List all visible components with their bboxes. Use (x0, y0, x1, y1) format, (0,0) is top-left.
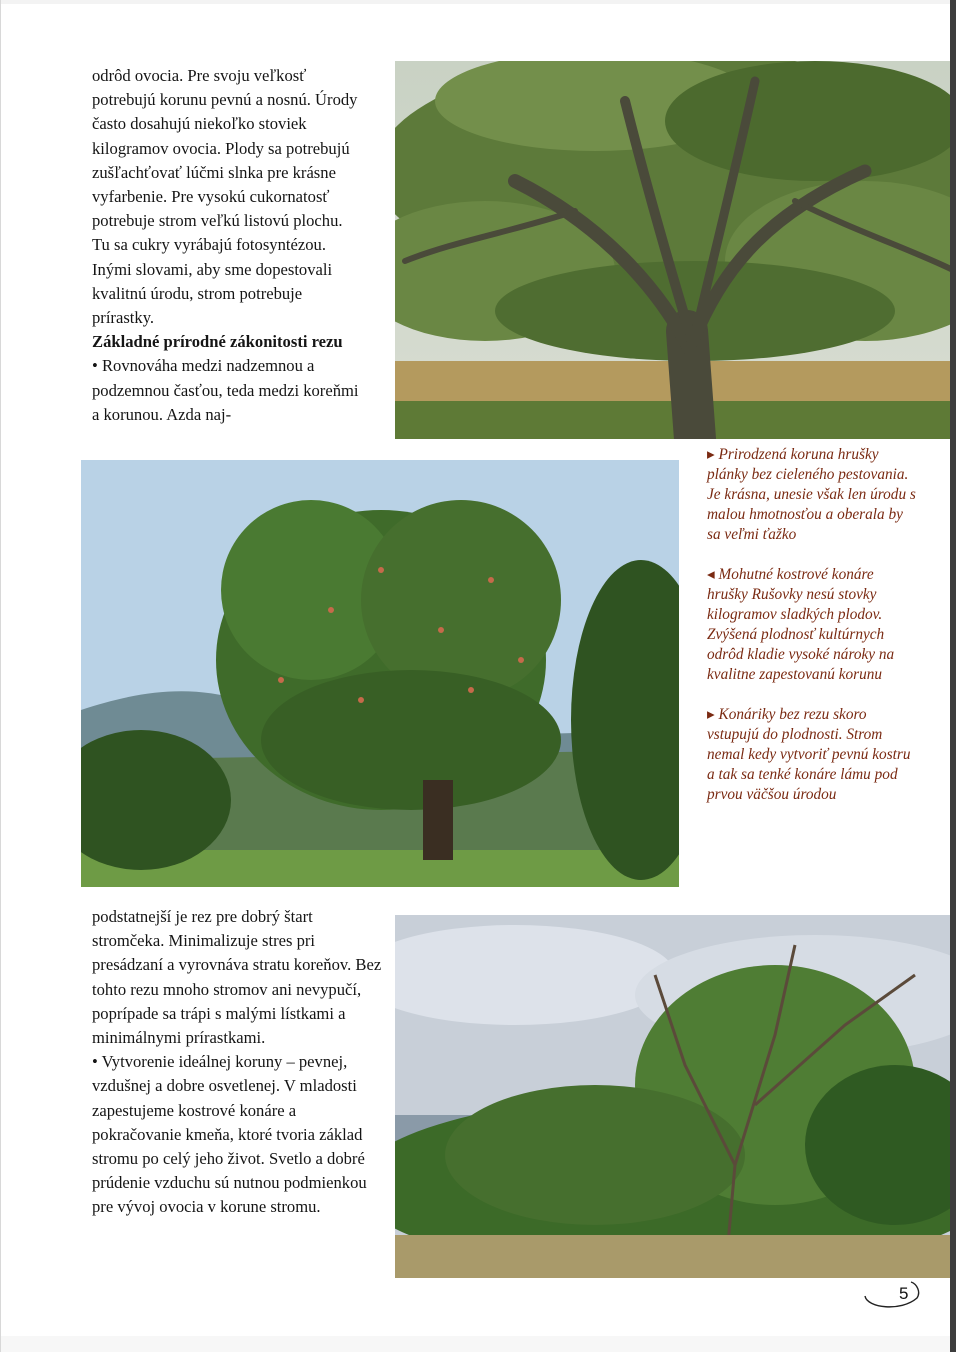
photo-captions (707, 445, 917, 825)
bullet-ideal-crown: • Vytvorenie ideálnej koruny – pevnej, vzdušnej a dobre osvetlenej. V mladosti zapestujeme kostrové konáre a pokračovanie kmeňa, ktoré tvoria základ stromu po celý jeho život. Svetlo a dobré prúdenie vzduchu sú nutnou podmienkou pre vývoj ovocia v korune stromu. (92, 1052, 367, 1217)
page-number-swirl-icon (861, 1278, 921, 1312)
page-top-edge (1, 0, 950, 4)
page-right-edge (950, 0, 956, 1352)
page-number-value: 5 (899, 1284, 909, 1303)
caption-young-branches: ▸ Konáriky bez rezu skoro vstupujú do plodnosti. Strom nemal kedy vytvoriť pevnú kostru a tak sa tenké konáre lámu pod prvou väčšou úrodou (707, 706, 911, 803)
paragraph-fruit-size: odrôd ovocia. Pre svoju veľkosť potrebujú korunu pevnú a nosnú. Úrody často dosahujú niekoľko stoviek kilogramov ovocia. Plody sa potrebujú zušľachťovať lúčmi slnka pre krásne vyfarbenie. Pre vysokú cukornatosť potrebuje strom veľkú listovú plochu. Tu sa cukry vyrábajú fotosyntézou. Inými slovami, aby sme dopestovali kvalitnú úrodu, strom potrebuje prírastky. (92, 66, 358, 328)
page-number (861, 1278, 921, 1312)
bullet-balance-end: podstatnejší je rez pre dobrý štart stromčeka. Minimalizuje stres pri presádzaní a vyrovnáva stratu koreňov. Bez tohto rezu mnoho stromov ani nevypučí, poprípade sa trápi s malými lístkami a minimálnymi prírastkami. (92, 907, 382, 1048)
bullet-balance-start: • Rovnováha medzi nadzemnou a podzemnou časťou, teda medzi koreňmi a korunou. Azda naj- (92, 356, 359, 424)
caption-pear-natural: ▸ Prirodzená koruna hrušky plánky bez cieleného pestovania. Je krásna, unesie však len úrodu s malou hmotnosťou a oberala by sa veľmi ťažko (707, 446, 916, 543)
page-bottom-edge (1, 1336, 950, 1352)
photo-spreading-tree (395, 61, 950, 439)
photo-pear-tree (81, 460, 679, 887)
text-column-bottom (92, 905, 382, 1220)
text-column-top (92, 64, 362, 427)
section-heading: Základné prírodné zákonitosti rezu (92, 332, 343, 352)
photo-young-tree (395, 915, 950, 1278)
caption-pear-rusovka: ◂ Mohutné kostrové konáre hrušky Rušovky nesú stovky kilogramov sladkých plodov. Zvýšená plodnosť kultúrnych odrôd kladie vysoké nároky na kvalitne zapestovanú korunu (707, 566, 895, 683)
